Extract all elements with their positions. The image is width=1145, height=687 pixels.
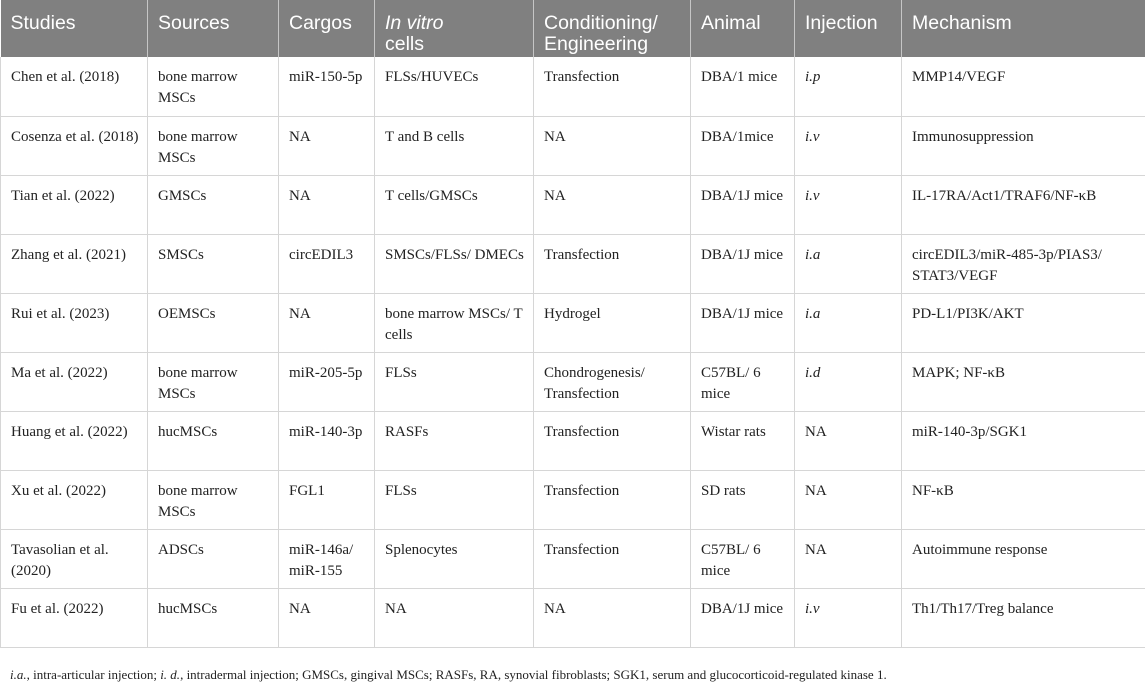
cell-mechanism: circEDIL3/miR-485-3p/PIAS3/ STAT3/VEGF	[902, 234, 1145, 293]
cell-injection: i.a	[795, 293, 902, 352]
cell-cargos: NA	[279, 175, 375, 234]
header-mechanism: Mechanism	[902, 0, 1145, 57]
table-header-row	[1, 0, 1145, 57]
footnote-ia-abbr: i.a.	[10, 667, 27, 682]
footnote-ia-text: , intra-articular injection;	[26, 667, 161, 682]
cell-studies: Xu et al. (2022)	[1, 470, 148, 529]
cell-sources: ADSCs	[148, 529, 279, 588]
cell-cells: T cells/GMSCs	[375, 175, 534, 234]
cell-studies: Tavasolian et al. (2020)	[1, 529, 148, 588]
cell-animal: DBA/1J mice	[691, 175, 795, 234]
header-in-vitro-cells-label: cells	[385, 33, 425, 55]
cell-injection: i.p	[795, 57, 902, 116]
header-animal: Animal	[691, 0, 795, 57]
cell-conditioning: Transfection	[534, 470, 691, 529]
cell-conditioning: NA	[534, 175, 691, 234]
cell-cells: bone marrow MSCs/ T cells	[375, 293, 534, 352]
cell-injection: NA	[795, 411, 902, 470]
cell-cells: NA	[375, 588, 534, 647]
table-row	[1, 529, 1145, 588]
cell-cargos: miR-140-3p	[279, 411, 375, 470]
cell-studies: Chen et al. (2018)	[1, 57, 148, 116]
cell-cells: RASFs	[375, 411, 534, 470]
cell-cells: FLSs	[375, 352, 534, 411]
header-sources: Sources	[148, 0, 279, 57]
cell-mechanism: NF-κB	[902, 470, 1145, 529]
cell-sources: OEMSCs	[148, 293, 279, 352]
cell-sources: bone marrow MSCs	[148, 57, 279, 116]
cell-mechanism: Th1/Th17/Treg balance	[902, 588, 1145, 647]
cell-mechanism: Autoimmune response	[902, 529, 1145, 588]
cell-injection: i.d	[795, 352, 902, 411]
cell-cells: Splenocytes	[375, 529, 534, 588]
cell-conditioning: Chondrogenesis/ Transfection	[534, 352, 691, 411]
cell-sources: hucMSCs	[148, 411, 279, 470]
cell-cargos: miR-146a/ miR-155	[279, 529, 375, 588]
cell-animal: DBA/1J mice	[691, 234, 795, 293]
cell-injection: NA	[795, 529, 902, 588]
cell-sources: bone marrow MSCs	[148, 116, 279, 175]
cell-studies: Zhang et al. (2021)	[1, 234, 148, 293]
cell-animal: C57BL/ 6 mice	[691, 529, 795, 588]
cell-sources: bone marrow MSCs	[148, 352, 279, 411]
cell-mechanism: MAPK; NF-κB	[902, 352, 1145, 411]
table-row	[1, 411, 1145, 470]
table-row	[1, 588, 1145, 647]
table-row	[1, 234, 1145, 293]
cell-injection: i.v	[795, 588, 902, 647]
table-row	[1, 352, 1145, 411]
cell-mechanism: IL-17RA/Act1/TRAF6/NF-κB	[902, 175, 1145, 234]
cell-injection: i.a	[795, 234, 902, 293]
cell-cargos: NA	[279, 293, 375, 352]
cell-studies: Fu et al. (2022)	[1, 588, 148, 647]
cell-mechanism: miR-140-3p/SGK1	[902, 411, 1145, 470]
cell-sources: SMSCs	[148, 234, 279, 293]
cell-cells: FLSs	[375, 470, 534, 529]
cell-studies: Huang et al. (2022)	[1, 411, 148, 470]
cell-studies: Tian et al. (2022)	[1, 175, 148, 234]
header-injection: Injection	[795, 0, 902, 57]
header-studies: Studies	[1, 0, 148, 57]
cell-conditioning: NA	[534, 116, 691, 175]
cell-cargos: miR-205-5p	[279, 352, 375, 411]
cell-conditioning: Hydrogel	[534, 293, 691, 352]
cell-conditioning: NA	[534, 588, 691, 647]
cell-cargos: miR-150-5p	[279, 57, 375, 116]
cell-conditioning: Transfection	[534, 529, 691, 588]
cell-animal: Wistar rats	[691, 411, 795, 470]
cell-conditioning: Transfection	[534, 411, 691, 470]
cell-conditioning: Transfection	[534, 57, 691, 116]
cell-mechanism: Immunosuppression	[902, 116, 1145, 175]
table-row	[1, 57, 1145, 116]
footnote-id-text: , intradermal injection; GMSCs, gingival MSCs; RASFs, RA, synovial fibroblasts; SGK1, serum and glucocorticoid-regulated kinase 1.	[180, 667, 887, 682]
cell-cells: SMSCs/FLSs/ DMECs	[375, 234, 534, 293]
cell-studies: Ma et al. (2022)	[1, 352, 148, 411]
cell-cargos: FGL1	[279, 470, 375, 529]
cell-mechanism: MMP14/VEGF	[902, 57, 1145, 116]
cell-animal: DBA/1J mice	[691, 293, 795, 352]
cell-injection: i.v	[795, 175, 902, 234]
header-conditioning: Conditioning/ Engineering	[534, 0, 691, 57]
table-row	[1, 470, 1145, 529]
cell-injection: i.v	[795, 116, 902, 175]
cell-sources: hucMSCs	[148, 588, 279, 647]
cell-cells: T and B cells	[375, 116, 534, 175]
table-row	[1, 293, 1145, 352]
cell-animal: DBA/1mice	[691, 116, 795, 175]
cell-conditioning: Transfection	[534, 234, 691, 293]
cell-cargos: circEDIL3	[279, 234, 375, 293]
table-row	[1, 116, 1145, 175]
cell-cargos: NA	[279, 116, 375, 175]
cell-sources: bone marrow MSCs	[148, 470, 279, 529]
cell-cells: FLSs/HUVECs	[375, 57, 534, 116]
cell-animal: DBA/1 mice	[691, 57, 795, 116]
cell-sources: GMSCs	[148, 175, 279, 234]
cell-animal: SD rats	[691, 470, 795, 529]
cell-studies: Cosenza et al. (2018)	[1, 116, 148, 175]
cell-mechanism: PD-L1/PI3K/AKT	[902, 293, 1145, 352]
cell-cargos: NA	[279, 588, 375, 647]
header-cargos: Cargos	[279, 0, 375, 57]
cell-injection: NA	[795, 470, 902, 529]
cell-animal: C57BL/ 6 mice	[691, 352, 795, 411]
header-in-vitro-cells	[375, 0, 534, 57]
table-row	[1, 175, 1145, 234]
footnote-id-abbr: i. d.	[160, 667, 181, 682]
cell-animal: DBA/1J mice	[691, 588, 795, 647]
header-in-vitro-italic: In vitro	[385, 12, 444, 34]
cell-studies: Rui et al. (2023)	[1, 293, 148, 352]
table-footnote	[10, 667, 887, 683]
